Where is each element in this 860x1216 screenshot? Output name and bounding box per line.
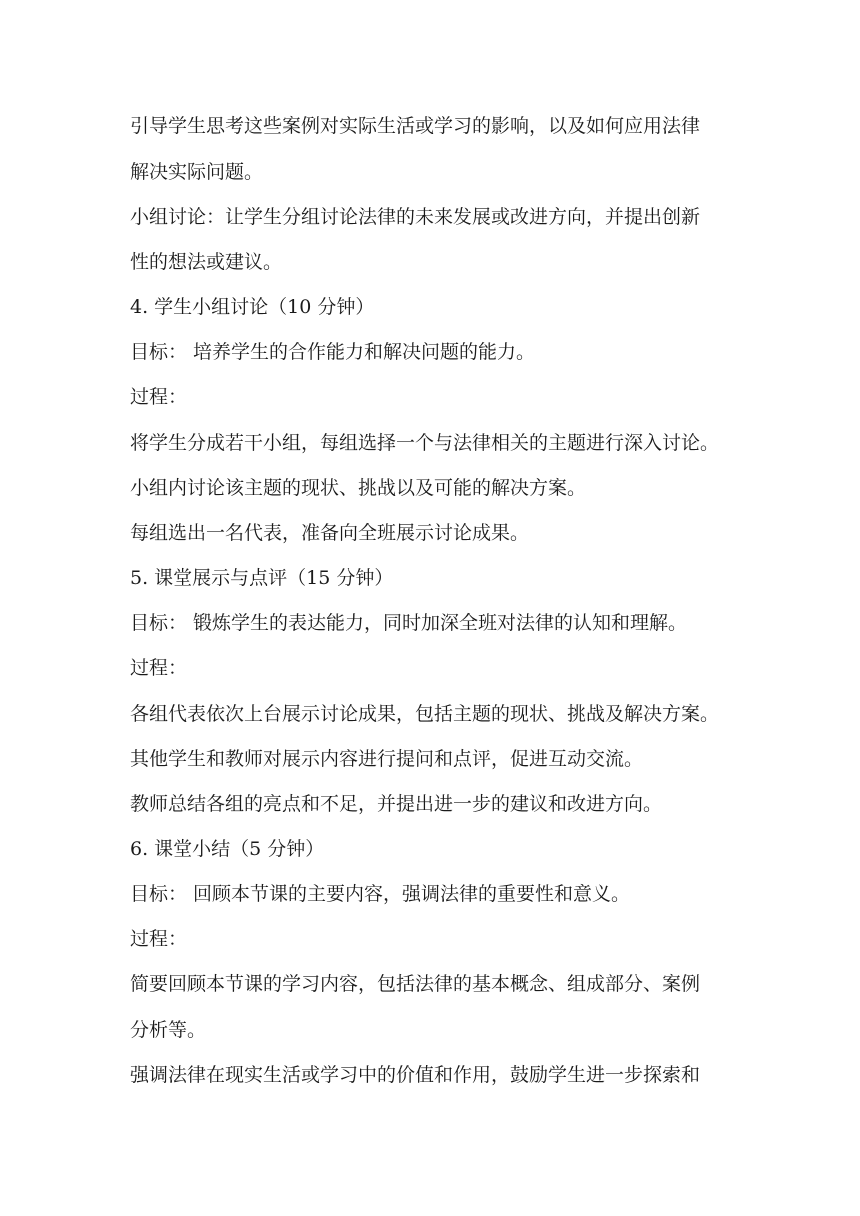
goal-line: 目标： 培养学生的合作能力和解决问题的能力。: [130, 341, 536, 363]
paragraph-line: 小组讨论：让学生分组讨论法律的未来发展或改进方向，并提出创新: [130, 206, 701, 228]
process-label: 过程：: [130, 386, 188, 408]
paragraph-line: 性的想法或建议。: [130, 251, 283, 273]
paragraph-line: 将学生分成若干小组，每组选择一个与法律相关的主题进行深入讨论。: [130, 432, 720, 454]
section-heading: 5. 课堂展示与点评（15 分钟）: [130, 567, 394, 589]
paragraph-line: 强调法律在现实生活或学习中的价值和作用，鼓励学生进一步探索和: [130, 1064, 701, 1086]
paragraph-line: 简要回顾本节课的学习内容，包括法律的基本概念、组成部分、案例: [130, 973, 701, 995]
section-heading: 4. 学生小组讨论（10 分钟）: [130, 296, 375, 318]
paragraph-line: 各组代表依次上台展示讨论成果，包括主题的现状、挑战及解决方案。: [130, 703, 720, 725]
goal-line: 目标： 锻炼学生的表达能力，同时加深全班对法律的认知和理解。: [130, 612, 688, 634]
paragraph-line: 教师总结各组的亮点和不足，并提出进一步的建议和改进方向。: [130, 793, 663, 815]
process-label: 过程：: [130, 928, 188, 950]
paragraph-line: 解决实际问题。: [130, 161, 264, 183]
goal-line: 目标： 回顾本节课的主要内容，强调法律的重要性和意义。: [130, 883, 631, 905]
paragraph-line: 分析等。: [130, 1019, 207, 1041]
paragraph-line: 每组选出一名代表，准备向全班展示讨论成果。: [130, 522, 530, 544]
process-label: 过程：: [130, 657, 188, 679]
paragraph-line: 小组内讨论该主题的现状、挑战以及可能的解决方案。: [130, 477, 587, 499]
paragraph-line: 其他学生和教师对展示内容进行提问和点评，促进互动交流。: [130, 748, 644, 770]
section-heading: 6. 课堂小结（5 分钟）: [130, 838, 325, 860]
paragraph-line: 引导学生思考这些案例对实际生活或学习的影响，以及如何应用法律: [130, 115, 701, 137]
